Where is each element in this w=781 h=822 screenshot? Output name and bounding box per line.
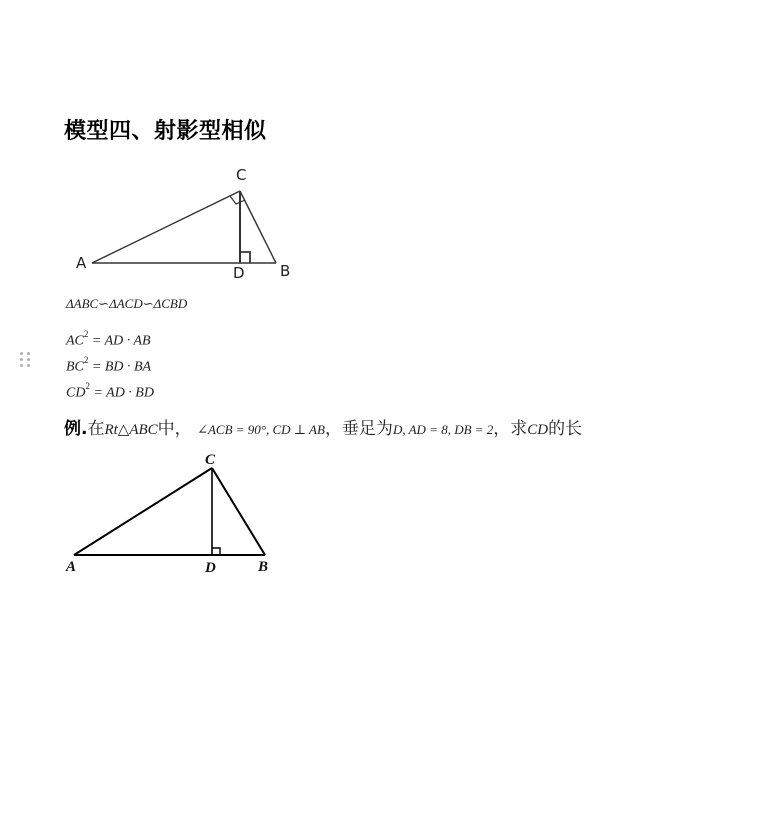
vertex-label-b: B: [258, 559, 269, 575]
vertex-label-d: D: [205, 560, 216, 576]
example-text: ，垂足为: [324, 419, 393, 439]
example-problem: [64, 414, 582, 439]
equation-exponent: 2: [83, 355, 89, 365]
equation-rhs: = AD · AB: [88, 333, 151, 349]
side-ac: [74, 468, 212, 555]
side-bc: [212, 468, 265, 555]
equation-lhs: BC: [66, 359, 84, 375]
vertex-label-d: D: [233, 264, 245, 282]
equation-exponent: 2: [85, 381, 90, 391]
similarity-statement: ΔABC∽ΔACD∽ΔCBD: [66, 296, 188, 311]
vertex-label-a: A: [76, 254, 87, 272]
example-text: 的长: [548, 419, 583, 439]
example-text: 中，: [157, 419, 192, 439]
vertex-label-c: C: [205, 452, 216, 468]
side-ac: [92, 191, 240, 263]
example-math: D, AD = 8, DB = 2: [392, 422, 494, 437]
example-text: ，求: [493, 419, 528, 439]
projection-triangle-figure: [60, 160, 310, 285]
right-angle-mark-d: [212, 548, 220, 555]
example-text: 在: [87, 419, 105, 439]
section-heading: 模型四、射影型相似: [64, 119, 267, 144]
example-triangle-figure: [60, 448, 290, 580]
equation-rhs: = BD · BA: [88, 359, 152, 375]
equation-lhs: CD: [66, 385, 86, 401]
example-math: Rt△ABC: [104, 422, 158, 438]
equation-lhs: AC: [66, 333, 84, 349]
example-label: 例.: [64, 419, 88, 439]
equation-exponent: 2: [83, 329, 89, 339]
equation-ac-squared: [66, 331, 151, 350]
equation-cd-squared: [66, 383, 154, 402]
example-math: CD: [527, 422, 549, 438]
equation-rhs: = AD · BD: [89, 385, 154, 401]
vertex-label-c: C: [236, 166, 247, 184]
equation-bc-squared: [66, 357, 151, 376]
drag-handle-icon[interactable]: [20, 352, 34, 372]
example-math: ∠ACB = 90°, CD ⊥ AB: [197, 422, 325, 437]
vertex-label-a: A: [66, 559, 77, 575]
vertex-label-b: B: [280, 262, 291, 280]
right-angle-mark-d: [240, 252, 250, 263]
